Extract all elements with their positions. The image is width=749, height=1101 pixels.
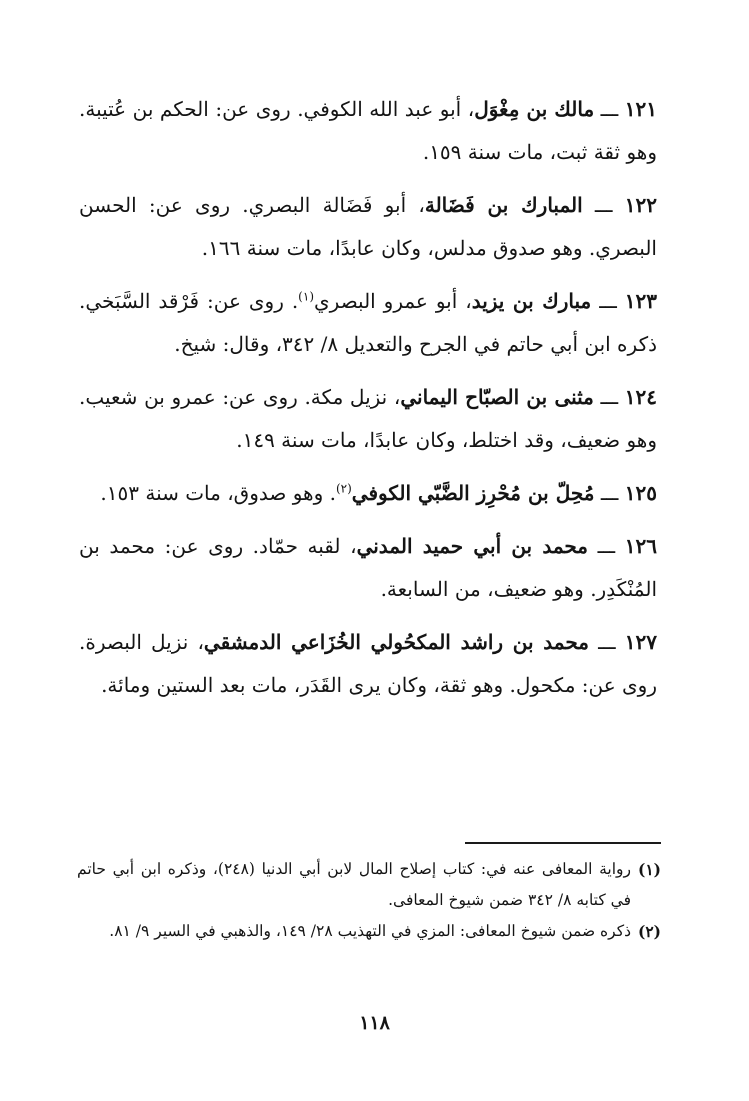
entry-text: ، أبو عبد الله الكوفي. روى عن: الحكم بن عُتيبة. وهو ثقة ثبت، مات سنة ١٥٩. [79, 97, 657, 164]
footnote-divider [465, 842, 661, 844]
entry-123 [79, 280, 657, 366]
main-text [79, 88, 657, 717]
entry-number: ١٢٥ [624, 481, 657, 505]
footnote-mark: (١) [637, 860, 661, 879]
entry-name: مالك بن مِغْوَل [474, 97, 595, 121]
entry-text: ، أبو عمرو البصري [314, 289, 472, 313]
entry-name: محمد بن راشد المكحُولي الخُزَاعي الدمشقي [203, 630, 589, 654]
entry-dash: ـــ [582, 193, 625, 217]
entry-text: ، نزيل مكة. روى عن: عمرو بن شعيب. وهو ضعيف، وقد اختلط، وكان عابدًا، مات سنة ١٤٩. [79, 385, 657, 452]
entry-dash: ـــ [591, 289, 625, 313]
entry-number: ١٢٧ [624, 630, 657, 654]
entry-text: ، نزيل البصرة. روى عن: مكحول. وهو ثقة، وكان يرى القَدَر، مات بعد الستين ومائة. [79, 630, 657, 697]
footnotes [77, 854, 661, 947]
entry-text-cont: . روى عن: فَرْقد السَّبَخي. ذكره ابن أبي حاتم في الجرح والتعديل ٨/ ٣٤٢، وقال: شيخ. [79, 289, 657, 356]
entry-text: ، لقبه حمّاد. روى عن: محمد بن المُنْكَدِر. وهو ضعيف، من السابعة. [79, 534, 657, 601]
entry-dash: ـــ [594, 481, 625, 505]
entry-125 [79, 472, 657, 515]
entry-126 [79, 525, 657, 611]
entry-121 [79, 88, 657, 174]
footnote-text: رواية المعافى عنه في: كتاب إصلاح المال لابن أبي الدنيا (٢٤٨)، وذكره ابن أبي حاتم في كتابه ٨/ ٣٤٢ ضمن شيوخ المعافى. [77, 860, 631, 909]
entry-dash: ـــ [588, 630, 625, 654]
entry-dash: ـــ [594, 97, 625, 121]
entry-number: ١٢١ [624, 97, 657, 121]
footnote-text: ذكره ضمن شيوخ المعافى: المزي في التهذيب ٢٨/ ١٤٩، والذهبي في السير ٩/ ٨١. [109, 922, 631, 940]
entry-name: مُحِلّ بن مُحْرِز الضَّبّي الكوفي [351, 481, 595, 505]
entry-dash: ـــ [593, 385, 625, 409]
entry-127 [79, 621, 657, 707]
footnote-1 [77, 854, 661, 916]
entry-number: ١٢٣ [624, 289, 658, 313]
entry-name: مثنى بن الصبّاح اليماني [400, 385, 594, 409]
entry-number: ١٢٦ [624, 534, 657, 558]
entry-dash: ـــ [588, 534, 625, 558]
entry-text: ، أبو فَضَالة البصري. روى عن: الحسن البصري. وهو صدوق مدلس، وكان عابدًا، مات سنة ١٦٦. [79, 193, 657, 260]
footnote-mark: (٢) [637, 922, 661, 941]
entry-122 [79, 184, 657, 270]
footnote-2 [77, 916, 661, 947]
entry-text-cont: . وهو صدوق، مات سنة ١٥٣. [100, 481, 336, 505]
entry-124 [79, 376, 657, 462]
entry-number: ١٢٤ [624, 385, 657, 409]
entry-name: المبارك بن فَضَالة [424, 193, 583, 217]
entry-name: مبارك بن يزيد [471, 289, 592, 313]
entry-name: محمد بن أبي حميد المدني [356, 534, 588, 558]
footnote-ref-1[interactable]: (١) [298, 289, 314, 304]
entry-number: ١٢٢ [624, 193, 657, 217]
page-number: ١١٨ [359, 1012, 390, 1034]
footnote-ref-2[interactable]: (٢) [335, 481, 352, 496]
